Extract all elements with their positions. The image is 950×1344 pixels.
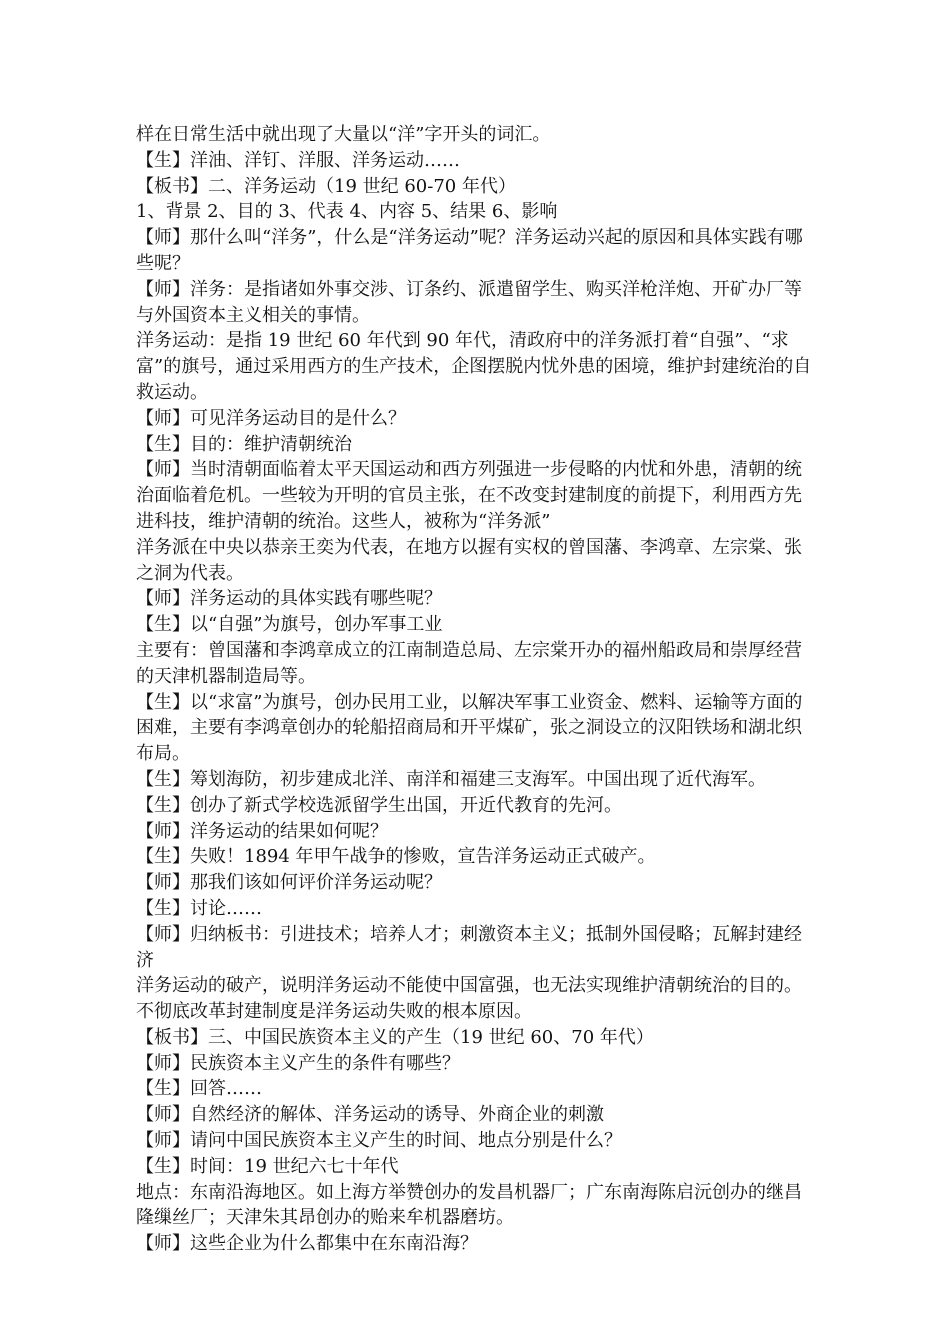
text-line: 主要有：曾国藩和李鸿章成立的江南制造总局、左宗棠开办的福州船政局和崇厚经营的天津机器制造局等。 [136,639,802,687]
text-line: 【生】筹划海防，初步建成北洋、南洋和福建三支海军。中国出现了近代海军。 [136,768,766,790]
text-line: 【师】洋务：是指诸如外事交涉、订条约、派遣留学生、购买洋枪洋炮、开矿办厂等与外国资本主义相关的事情。 [136,278,802,326]
document-page [136,122,816,1257]
text-line: 样在日常生活中就出现了大量以“洋”字开头的词汇。 [136,124,551,145]
text-line: 【板书】二、洋务运动（19 世纪 60-70 年代） [136,175,516,197]
text-line: 洋务运动：是指 19 世纪 60 年代到 90 年代，清政府中的洋务派打着“自强”、“求富”的旗号，通过采用西方的生产技术，企图摆脱内忧外患的困境，维护封建统治的自救运动。 [136,330,812,403]
text-line: 【生】创办了新式学校选派留学生出国，开近代教育的先河。 [136,794,622,816]
text-line: 【生】以“自强”为旗号，创办军事工业 [136,614,443,636]
text-line: 【师】洋务运动的结果如何呢？ [136,820,388,842]
text-line: 【师】请问中国民族资本主义产生的时间、地点分别是什么？ [136,1130,622,1152]
text-line: 【生】回答…… [136,1078,262,1100]
text-line: 【师】这些企业为什么都集中在东南沿海？ [136,1233,478,1255]
text-line: 【师】那什么叫“洋务”，什么是“洋务运动”呢？洋务运动兴起的原因和具体实践有哪些呢？ [136,227,803,274]
text-line: 【生】失败！1894 年甲午战争的惨败，宣告洋务运动正式破产。 [136,846,656,868]
text-line: 【师】当时清朝面临着太平天国运动和西方列强进一步侵略的内忧和外患，清朝的统治面临着危机。一些较为开明的官员主张，在不改变封建制度的前提下，利用西方先进科技，维护清朝的统治。这些人，被称为“洋务派” [136,459,802,532]
text-line: 【生】目的：维护清朝统治 [136,433,352,455]
text-line: 【板书】三、中国民族资本主义的产生（19 世纪 60、70 年代） [136,1026,654,1048]
text-line: 【师】民族资本主义产生的条件有哪些？ [136,1052,460,1074]
text-line: 洋务派在中央以恭亲王奕为代表，在地方以握有实权的曾国藩、李鸿章、左宗棠、张之洞为代表。 [136,536,802,584]
text-line: 【生】洋油、洋钉、洋服、洋务运动…… [136,149,460,171]
text-line: 【师】那我们该如何评价洋务运动呢？ [136,872,442,894]
text-line: 【师】可见洋务运动目的是什么？ [136,407,406,429]
text-line: 地点：东南沿海地区。如上海方举赞创办的发昌机器厂；广东南海陈启沅创办的继昌隆缫丝厂；天津朱其昂创办的贻来牟机器磨坊。 [136,1181,802,1229]
text-line: 【生】时间：19 世纪六七十年代 [136,1155,399,1177]
text-line: 1、背景 2、目的 3、代表 4、内容 5、结果 6、影响 [136,201,558,223]
text-line: 洋务运动的破产，说明洋务运动不能使中国富强，也无法实现维护清朝统治的目的。不彻底改革封建制度是洋务运动失败的根本原因。 [136,975,802,1023]
text-line: 【师】自然经济的解体、洋务运动的诱导、外商企业的刺激 [136,1104,604,1126]
text-line: 【生】讨论…… [136,897,262,919]
text-line: 【师】归纳板书：引进技术；培养人才；刺激资本主义；抵制外国侵略；瓦解封建经济 [136,923,802,971]
text-line: 【师】洋务运动的具体实践有哪些呢？ [136,588,442,610]
text-line: 【生】以“求富”为旗号，创办民用工业，以解决军事工业资金、燃料、运输等方面的困难，主要有李鸿章创办的轮船招商局和开平煤矿，张之洞设立的汉阳铁场和湖北织布局。 [136,691,803,765]
